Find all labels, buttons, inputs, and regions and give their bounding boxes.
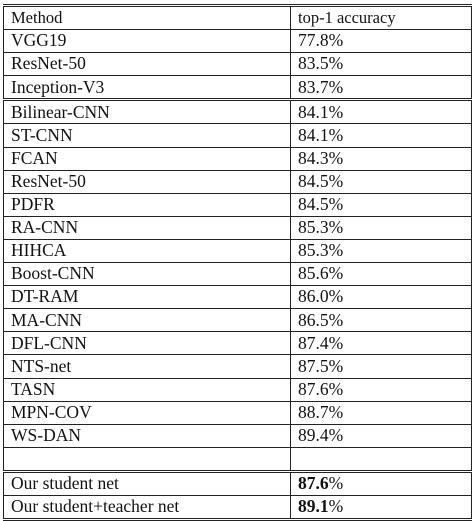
header-row [4,6,472,30]
table-row [4,193,472,216]
accuracy-unit: % [328,473,344,494]
accuracy-cell: 83.7% [291,76,472,100]
method-cell: ST-CNN [4,124,291,147]
results-table [3,4,472,521]
table-row [4,239,472,262]
table-row [4,309,472,332]
method-cell: RA-CNN [4,216,291,239]
method-cell: Our student net [4,471,291,495]
table-row [4,286,472,309]
method-cell: Boost-CNN [4,263,291,286]
table-row [4,170,472,193]
accuracy-cell: 85.3% [291,239,472,262]
table-row [4,76,472,100]
method-cell: WS-DAN [4,424,291,447]
accuracy-cell: 87.6% [291,378,472,401]
method-cell: ResNet-50 [4,53,291,76]
table-row [4,401,472,424]
method-cell: MA-CNN [4,309,291,332]
method-cell: PDFR [4,193,291,216]
method-cell: Our student+teacher net [4,495,291,519]
accuracy-cell: 84.5% [291,170,472,193]
method-cell: MPN-COV [4,401,291,424]
accuracy-value: 87.6 [298,473,329,494]
accuracy-cell [291,471,472,495]
table-row [4,30,472,53]
accuracy-cell: 84.1% [291,124,472,147]
method-cell: TASN [4,378,291,401]
table-row [4,147,472,170]
method-cell: VGG19 [4,30,291,53]
table-row-ours [4,471,472,495]
accuracy-value: 89.1 [298,496,329,517]
method-cell: HIHCA [4,239,291,262]
header-method: Method [4,6,291,30]
method-cell: DFL-CNN [4,332,291,355]
accuracy-cell: 89.4% [291,424,472,447]
table-row [4,100,472,124]
accuracy-cell: 77.8% [291,30,472,53]
table-row [4,124,472,147]
accuracy-cell [291,447,472,471]
accuracy-cell: 87.5% [291,355,472,378]
method-cell: Inception-V3 [4,76,291,100]
method-cell: DT-RAM [4,286,291,309]
accuracy-cell: 84.5% [291,193,472,216]
method-cell: FCAN [4,147,291,170]
table-row-ours [4,495,472,519]
table-row [4,378,472,401]
table-row [4,424,472,447]
method-cell: ResNet-50 [4,170,291,193]
accuracy-cell: 83.5% [291,53,472,76]
table-row [4,53,472,76]
accuracy-unit: % [328,496,344,517]
accuracy-cell: 84.1% [291,100,472,124]
method-cell: NTS-net [4,355,291,378]
accuracy-cell: 84.3% [291,147,472,170]
accuracy-cell: 85.6% [291,263,472,286]
accuracy-cell: 86.5% [291,309,472,332]
accuracy-cell: 88.7% [291,401,472,424]
table-row [4,447,472,471]
table-row [4,332,472,355]
accuracy-cell [291,495,472,519]
accuracy-cell: 85.3% [291,216,472,239]
method-cell: Bilinear-CNN [4,100,291,124]
accuracy-cell: 86.0% [291,286,472,309]
table-row [4,216,472,239]
table-row [4,263,472,286]
table-row [4,355,472,378]
method-cell [4,447,291,471]
accuracy-cell: 87.4% [291,332,472,355]
header-accuracy: top-1 accuracy [291,6,472,30]
